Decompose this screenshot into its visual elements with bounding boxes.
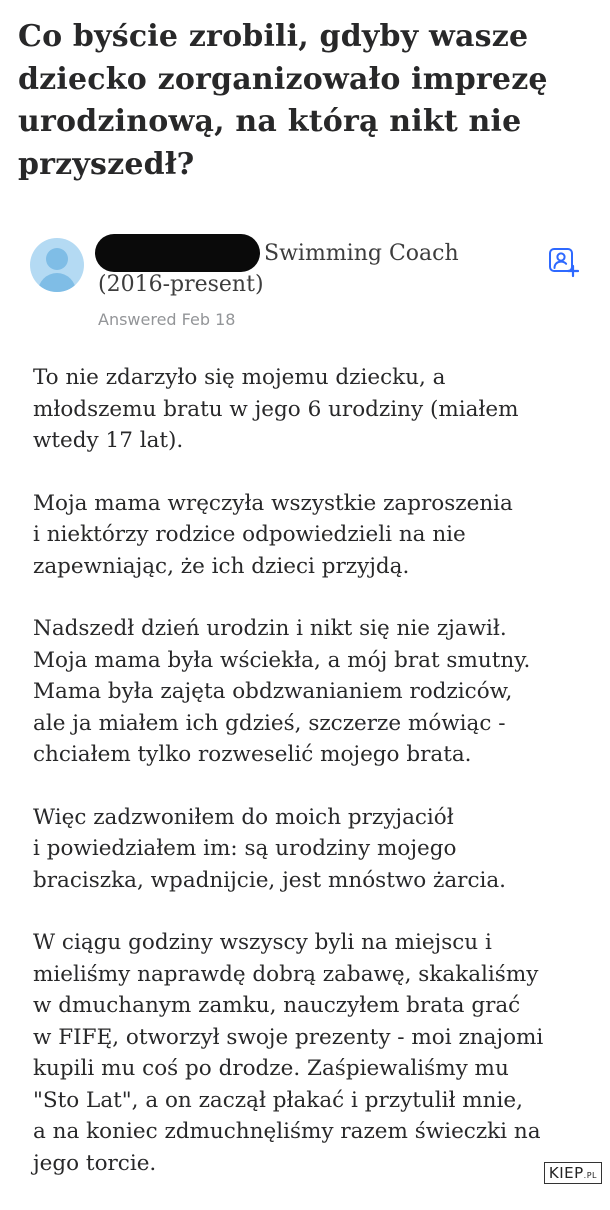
answer-paragraph: Moja mama wręczyła wszystkie zaproszenia i niektórzy rodzice odpowiedzieli na nie zapewniając, że ich dzieci przyjdą.	[33, 490, 513, 579]
answer-body	[33, 362, 593, 1210]
redacted-author-name	[95, 234, 260, 272]
avatar-head-shape	[46, 248, 68, 270]
watermark-suffix: .PL	[583, 1171, 597, 1180]
answer-paragraph: W ciągu godziny wszyscy byli na miejscu i mieliśmy naprawdę dobrą zabawę, skakaliśmy w dmuchanym zamku, nauczyłem brata grać w FIFĘ, otworzył swoje prezenty - moi znajomi kupili mu coś po drodze. Zaśpiewaliśmy mu "Sto Lat", a on zaczął płakać i przytulił mnie, a na koniec zdmuchnęliśmy razem świeczki na jego torcie.	[33, 930, 544, 1176]
answer-paragraph: Więc zadzwoniłem do moich przyjaciół i powiedziałem im: są urodziny mojego braciszka, wpadnijcie, jest mnóstwo żarcia.	[33, 804, 507, 893]
question-title[interactable]: Co byście zrobili, gdyby wasze dziecko zorganizowało imprezę urodzinową, na którą nikt nie przyszedł?	[18, 19, 548, 182]
answer-paragraph: Nadszedł dzień urodzin i nikt się nie zjawił. Moja mama była wściekła, a mój brat smutny. Mama była zajęta obdzwanianiem rodziców, ale ja miałem ich gdzieś, szczerze mówiąc - chciałem tylko rozweselić mojego brata.	[33, 616, 531, 767]
answer-paragraph: To nie zdarzyło się mojemu dziecku, a młodszemu bratu w jego 6 urodziny (miałem wtedy 17 lat).	[33, 365, 519, 453]
author-avatar[interactable]	[30, 238, 84, 292]
watermark-brand: KIEP	[548, 1164, 584, 1182]
author-credential: Swimming Coach (2016-present)	[98, 241, 459, 297]
avatar-body-shape	[38, 273, 76, 292]
follow-user-icon[interactable]	[547, 246, 579, 278]
answered-date[interactable]: Answered Feb 18	[98, 310, 236, 329]
site-watermark-logo	[544, 1162, 602, 1184]
